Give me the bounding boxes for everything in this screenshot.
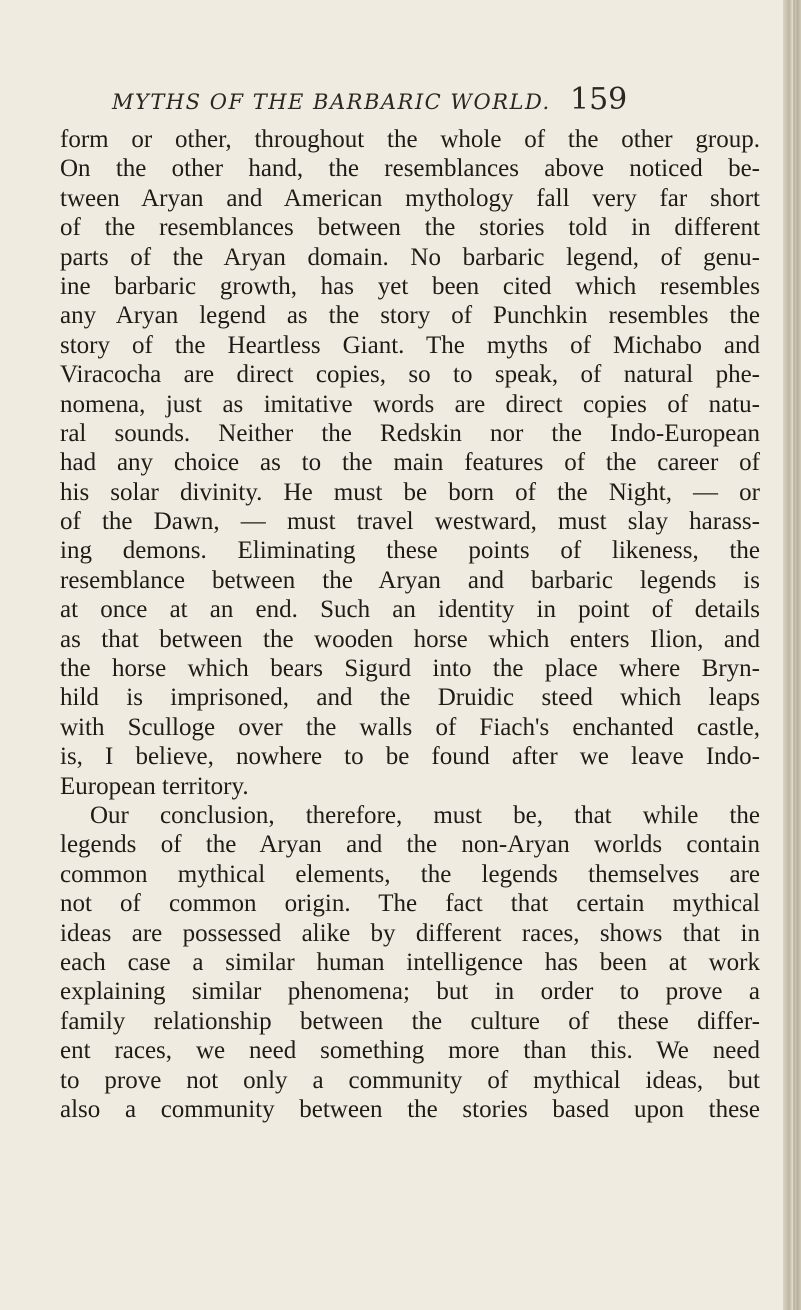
text-line: explaining similar phenomena; but in order to prove a [60, 978, 760, 1006]
text-line: any Aryan legend as the story of Punchkin resembles the [60, 302, 760, 330]
text-line: common mythical elements, the legends themselves are [60, 860, 760, 888]
text-line: parts of the Aryan domain. No barbaric legend, of genu- [60, 243, 760, 271]
text-line: to prove not only a community of mythical ideas, but [60, 1066, 760, 1094]
text-line: not of common origin. The fact that certain mythical [60, 890, 760, 918]
text-line: On the other hand, the resemblances above noticed be- [60, 155, 760, 183]
text-line: also a community between the stories based upon these [60, 1095, 760, 1123]
text-line: as that between the wooden horse which enters Ilion, and [60, 625, 760, 653]
text-line: ral sounds. Neither the Redskin nor the Indo-European [60, 419, 760, 447]
text-line: had any choice as to the main features of the career of [60, 449, 760, 477]
running-head: MYTHS OF THE BARBARIC WORLD. [112, 90, 551, 114]
text-line: the horse which bears Sigurd into the place where Bryn- [60, 655, 760, 683]
text-line: resemblance between the Aryan and barbaric legends is [60, 566, 760, 594]
text-line: at once at an end. Such an identity in point of details [60, 596, 760, 624]
text-line: of the Dawn, — must travel westward, must slay harass- [60, 508, 760, 536]
paragraph-1 [60, 125, 760, 801]
text-line: ent races, we need something more than this. We need [60, 1037, 760, 1065]
text-line: tween Aryan and American mythology fall very far short [60, 184, 760, 212]
text-line: story of the Heartless Giant. The myths of Michabo and [60, 331, 760, 359]
text-line: Viracocha are direct copies, so to speak, of natural phe- [60, 361, 760, 389]
text-line: each case a similar human intelligence has been at work [60, 948, 760, 976]
page-edge [783, 0, 801, 1310]
text-line: of the resemblances between the stories told in different [60, 214, 760, 242]
text-line: form or other, throughout the whole of the other group. [60, 126, 760, 153]
text-line: with Sculloge over the walls of Fiach's enchanted castle, [60, 713, 760, 741]
text-line: is, I believe, nowhere to be found after we leave Indo- [60, 743, 760, 771]
page-header [60, 78, 760, 118]
text-line: Our conclusion, therefore, must be, that while the [90, 801, 760, 829]
text-line: ideas are possessed alike by different races, shows that in [60, 919, 760, 947]
page-number: 159 [570, 82, 628, 117]
page-edge-shadow [793, 0, 795, 1310]
text-line: family relationship between the culture of these differ- [60, 1007, 760, 1035]
text-line: European territory. [60, 772, 249, 800]
text-line: his solar divinity. He must be born of the Night, — or [60, 478, 760, 506]
text-line: hild is imprisoned, and the Druidic steed which leaps [60, 684, 760, 712]
text-line: nomena, just as imitative words are direct copies of natu- [60, 390, 760, 418]
text-line: legends of the Aryan and the non-Aryan worlds contain [60, 831, 760, 859]
text-line: ing demons. Eliminating these points of likeness, the [60, 537, 760, 565]
body-text [60, 125, 760, 1124]
text-line: ine barbaric growth, has yet been cited which resembles [60, 272, 760, 300]
paragraph-2 [60, 801, 760, 1124]
